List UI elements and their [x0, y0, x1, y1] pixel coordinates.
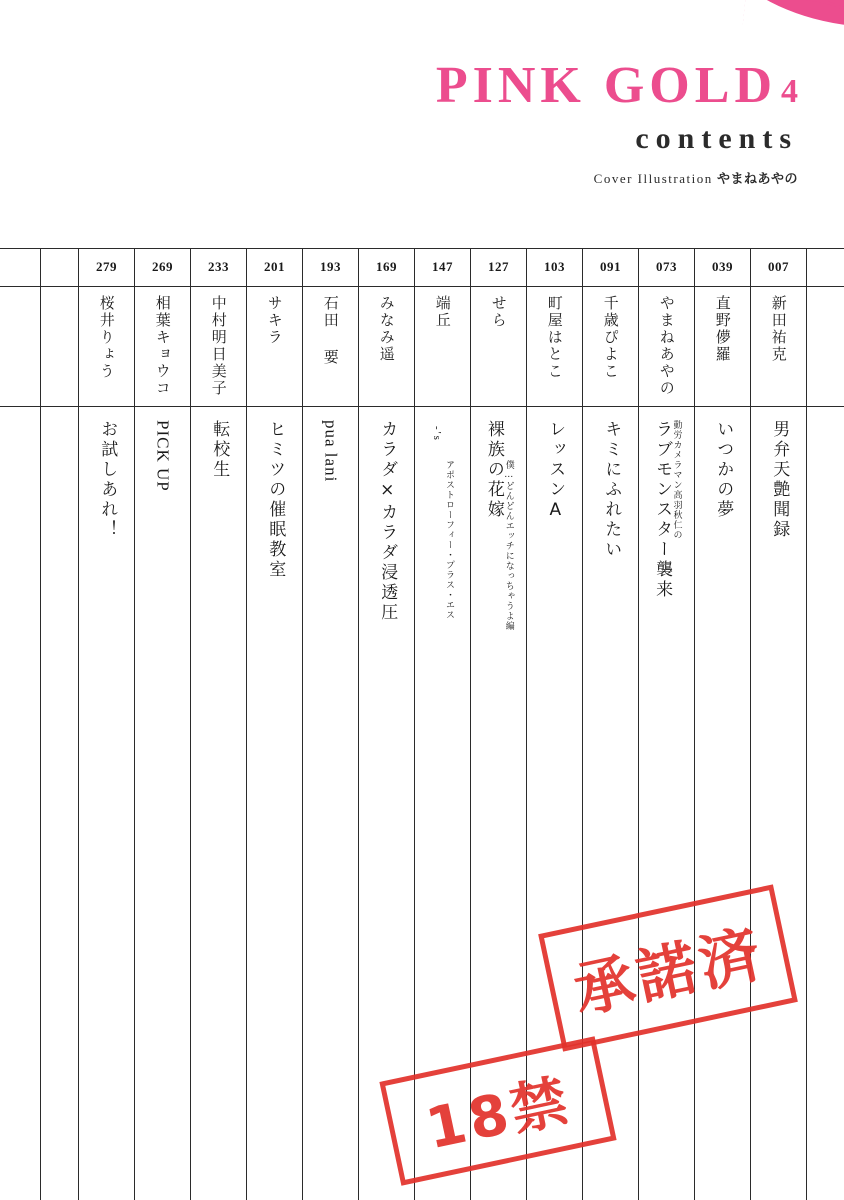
contents-heading: contents — [635, 122, 798, 155]
toc-title-main: pua lani — [321, 420, 341, 483]
toc-page-number: 127 — [488, 259, 509, 274]
toc-page-number: 039 — [712, 259, 733, 274]
toc-title — [135, 406, 190, 1006]
toc-author: 桜井りょう — [97, 295, 116, 380]
toc-title — [527, 406, 582, 1006]
magazine-title — [238, 57, 798, 114]
toc-page-number: 233 — [208, 259, 229, 274]
toc-title — [415, 406, 470, 1006]
issue-number: 4 — [781, 73, 798, 110]
toc-entry[interactable] — [302, 248, 358, 1200]
cover-artist-name: やまねあやの — [716, 172, 798, 187]
corner-blob-shape — [704, 0, 844, 54]
toc-title — [191, 406, 246, 1006]
toc-page-number: 279 — [96, 259, 117, 274]
toc-author: 新田祐克 — [769, 295, 788, 363]
toc-page-number: 269 — [152, 259, 173, 274]
toc-title-main: キミにふれたい — [601, 420, 622, 560]
toc-title-main: ラブモンスター襲来 — [652, 420, 673, 600]
toc-page-number: 073 — [656, 259, 677, 274]
table-of-contents — [0, 248, 844, 1200]
toc-page-number: 169 — [376, 259, 397, 274]
toc-edge-column-left — [40, 248, 78, 1200]
magazine-title-text: PINK GOLD — [435, 57, 777, 114]
toc-entry[interactable] — [190, 248, 246, 1200]
toc-entry[interactable] — [750, 248, 806, 1200]
toc-page-number: 147 — [432, 259, 453, 274]
toc-entry[interactable] — [134, 248, 190, 1200]
toc-author: 石田 要 — [321, 295, 340, 366]
toc-author: やまねあやの — [657, 295, 676, 397]
toc-title-subtitle: 僕…どんどんエッチになっちゃうよ編 — [503, 460, 514, 631]
toc-title — [359, 406, 414, 1006]
toc-page-number: 103 — [544, 259, 565, 274]
toc-author: 千歳ぴよこ — [601, 295, 620, 380]
toc-entry[interactable] — [638, 248, 694, 1200]
cover-credit — [238, 168, 798, 187]
toc-title — [79, 406, 134, 1006]
toc-edge-column-right — [806, 248, 844, 1200]
toc-title-main: レッスンA — [545, 420, 566, 523]
toc-title — [471, 406, 526, 1006]
toc-entry[interactable] — [78, 248, 134, 1200]
toc-page-number: 091 — [600, 259, 621, 274]
toc-author: 町屋はとこ — [545, 295, 564, 380]
approved-stamp: 承諾済 — [538, 884, 798, 1051]
toc-page-number: 193 — [320, 259, 341, 274]
toc-columns — [0, 248, 844, 1200]
toc-title-main: -'s — [431, 426, 444, 442]
toc-author: サキラ — [265, 295, 284, 346]
toc-author: 中村明日美子 — [209, 295, 228, 397]
toc-author: みなみ遥 — [377, 295, 396, 363]
toc-author: 直野儚羅 — [713, 295, 732, 363]
toc-title-pretitle: 動労カメラマン高羽秋仁の — [671, 420, 682, 540]
masthead — [238, 57, 798, 187]
toc-entry[interactable] — [414, 248, 470, 1200]
toc-title-main: PICK UP — [153, 420, 173, 492]
toc-entry[interactable] — [246, 248, 302, 1200]
toc-title-main: ヒミツの催眠教室 — [265, 420, 286, 580]
toc-title-main: お試しあれ！ — [97, 420, 118, 540]
age-restriction-stamp: 18禁 — [379, 1036, 616, 1185]
toc-title — [247, 406, 302, 1006]
toc-title-main: 裸族の花嫁 — [483, 420, 504, 520]
toc-title-main: いつかの夢 — [713, 420, 734, 520]
toc-author: 相葉キョウコ — [153, 295, 172, 397]
toc-title — [303, 406, 358, 1006]
toc-page-number: 007 — [768, 259, 789, 274]
toc-entry[interactable] — [358, 248, 414, 1200]
toc-author: 端丘 — [433, 295, 452, 329]
toc-title-main: カラダ×カラダ浸透圧 — [377, 420, 398, 623]
toc-title-subtitle: アポストローフィー・プラス・エス — [443, 460, 454, 620]
toc-author: せら — [489, 295, 508, 329]
toc-page-number: 201 — [264, 259, 285, 274]
cover-credit-label: Cover Illustration — [593, 171, 713, 186]
toc-title-main: 転校生 — [209, 420, 230, 480]
toc-entry[interactable] — [694, 248, 750, 1200]
toc-title-main: 男弁天艶聞録 — [769, 420, 790, 540]
